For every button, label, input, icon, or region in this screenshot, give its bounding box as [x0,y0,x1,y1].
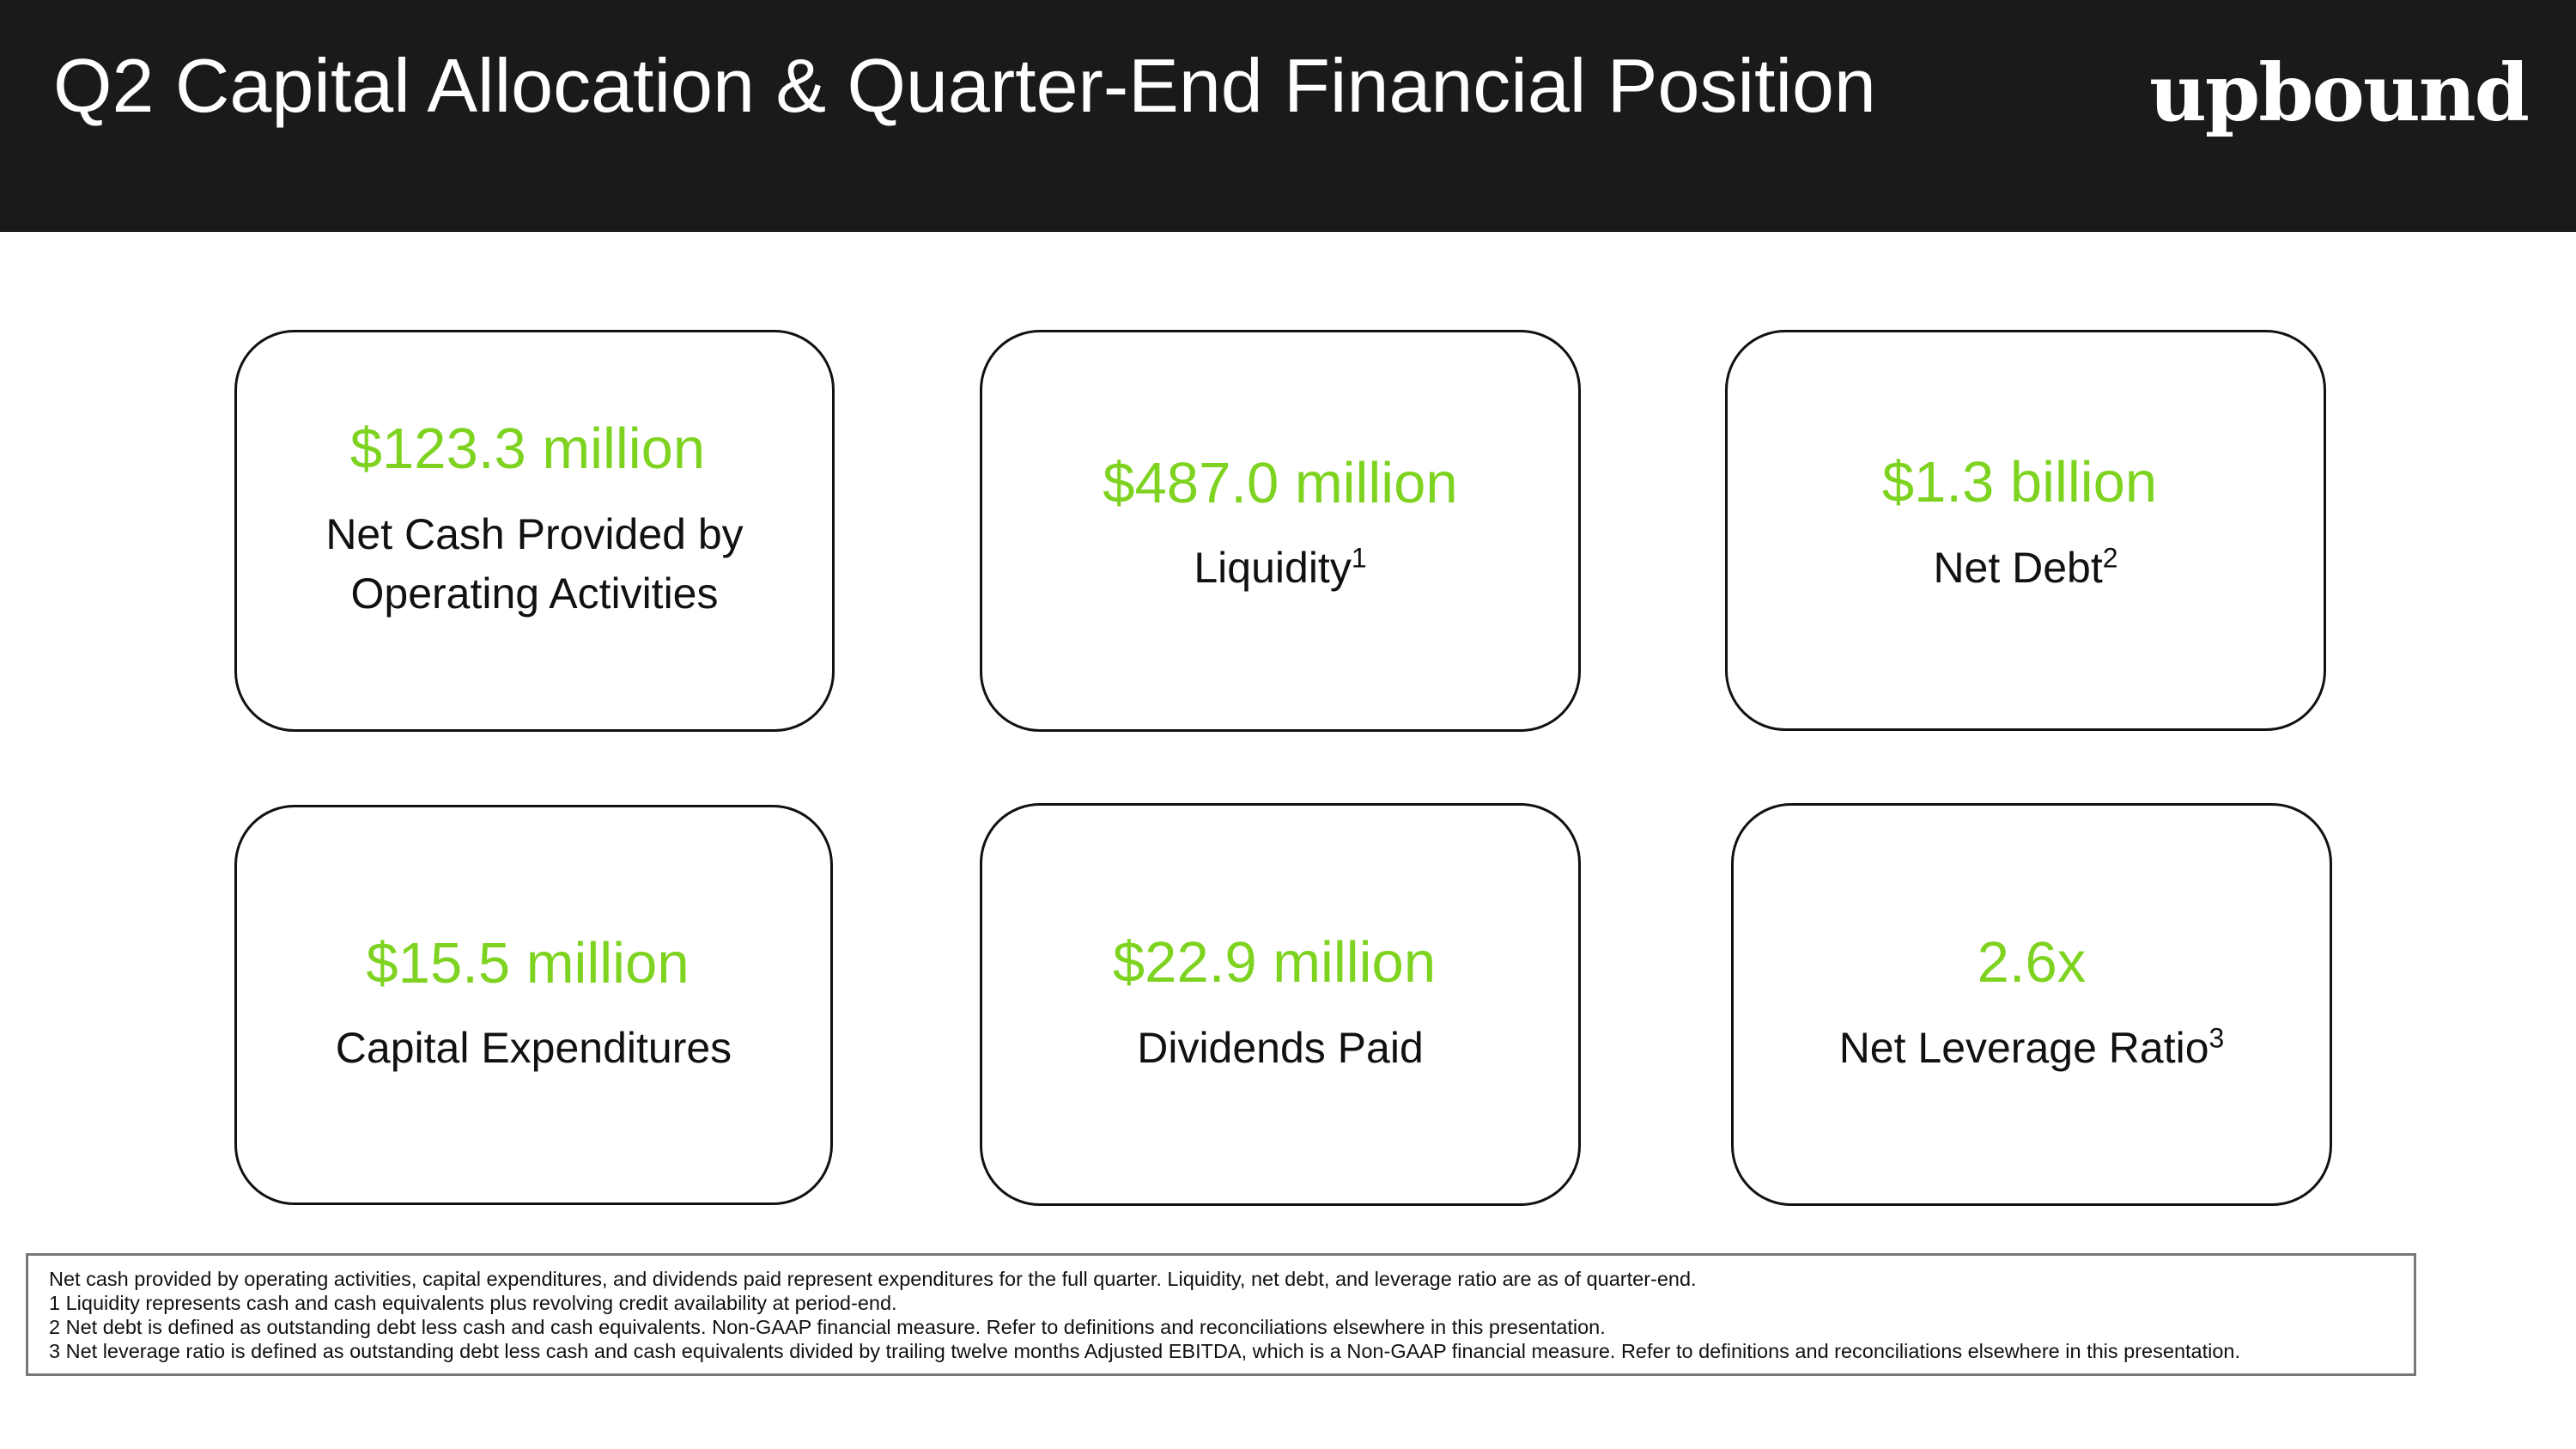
footnote-marker: 1 [1351,542,1367,574]
page-title: Q2 Capital Allocation & Quarter-End Financial Position [53,43,1876,128]
metric-label-text: Liquidity [1194,544,1352,593]
metric-card-net-leverage [1731,803,2332,1206]
metric-value: $123.3 million [349,417,706,482]
metric-label [1933,539,2117,598]
metric-value: $22.9 million [1112,930,1437,995]
metric-card-dividends [980,803,1581,1206]
footnote-line: Net cash provided by operating activities, capital expenditures, and dividends paid represent expenditures for the full quarter. Liquidity, net debt, and leverage ratio are as of quarter-end. [49,1268,1697,1290]
metric-card-liquidity [980,330,1581,732]
footnote-line: 2 Net debt is defined as outstanding debt less cash and cash equivalents. Non-GAAP financial measure. Refer to definitions and reconciliations elsewhere in this presentation. [49,1316,1606,1338]
metric-value: $487.0 million [1103,450,1458,515]
metric-card-capex [234,805,833,1205]
metric-label [325,505,743,624]
metric-value: 2.6x [1977,930,2087,995]
metric-card-net-debt [1725,330,2326,731]
brand-logo: upbound [2148,46,2528,139]
metric-value: $15.5 million [366,930,690,995]
footnote-marker: 2 [2102,542,2118,574]
metric-label-text: Net Debt [1933,543,2103,592]
metric-label-line: Operating Activities [350,569,719,618]
footnote-line: 3 Net leverage ratio is defined as outstanding debt less cash and cash equivalents divided by trailing twelve months Adjusted EBITDA, which is a Non-GAAP financial measure. Refer to definitions and reconciliations elsewhere in this presentation. [49,1340,2241,1362]
metric-value: $1.3 billion [1881,450,2158,515]
metric-label-line: Net Cash Provided by [325,509,744,558]
metric-label: Capital Expenditures [335,1024,732,1073]
metric-label [1194,539,1366,598]
header-bar [0,0,2576,232]
footnote-marker: 3 [2208,1022,2225,1054]
metric-label: Dividends Paid [1137,1023,1424,1072]
metric-label-text: Net Leverage Ratio [1838,1023,2209,1072]
footnote-line: 1 Liquidity represents cash and cash equivalents plus revolving credit availability at period-end. [49,1292,897,1314]
footnotes-box [26,1253,2416,1376]
metric-label [1839,1019,2225,1078]
metric-card-operating-cash [234,330,835,732]
